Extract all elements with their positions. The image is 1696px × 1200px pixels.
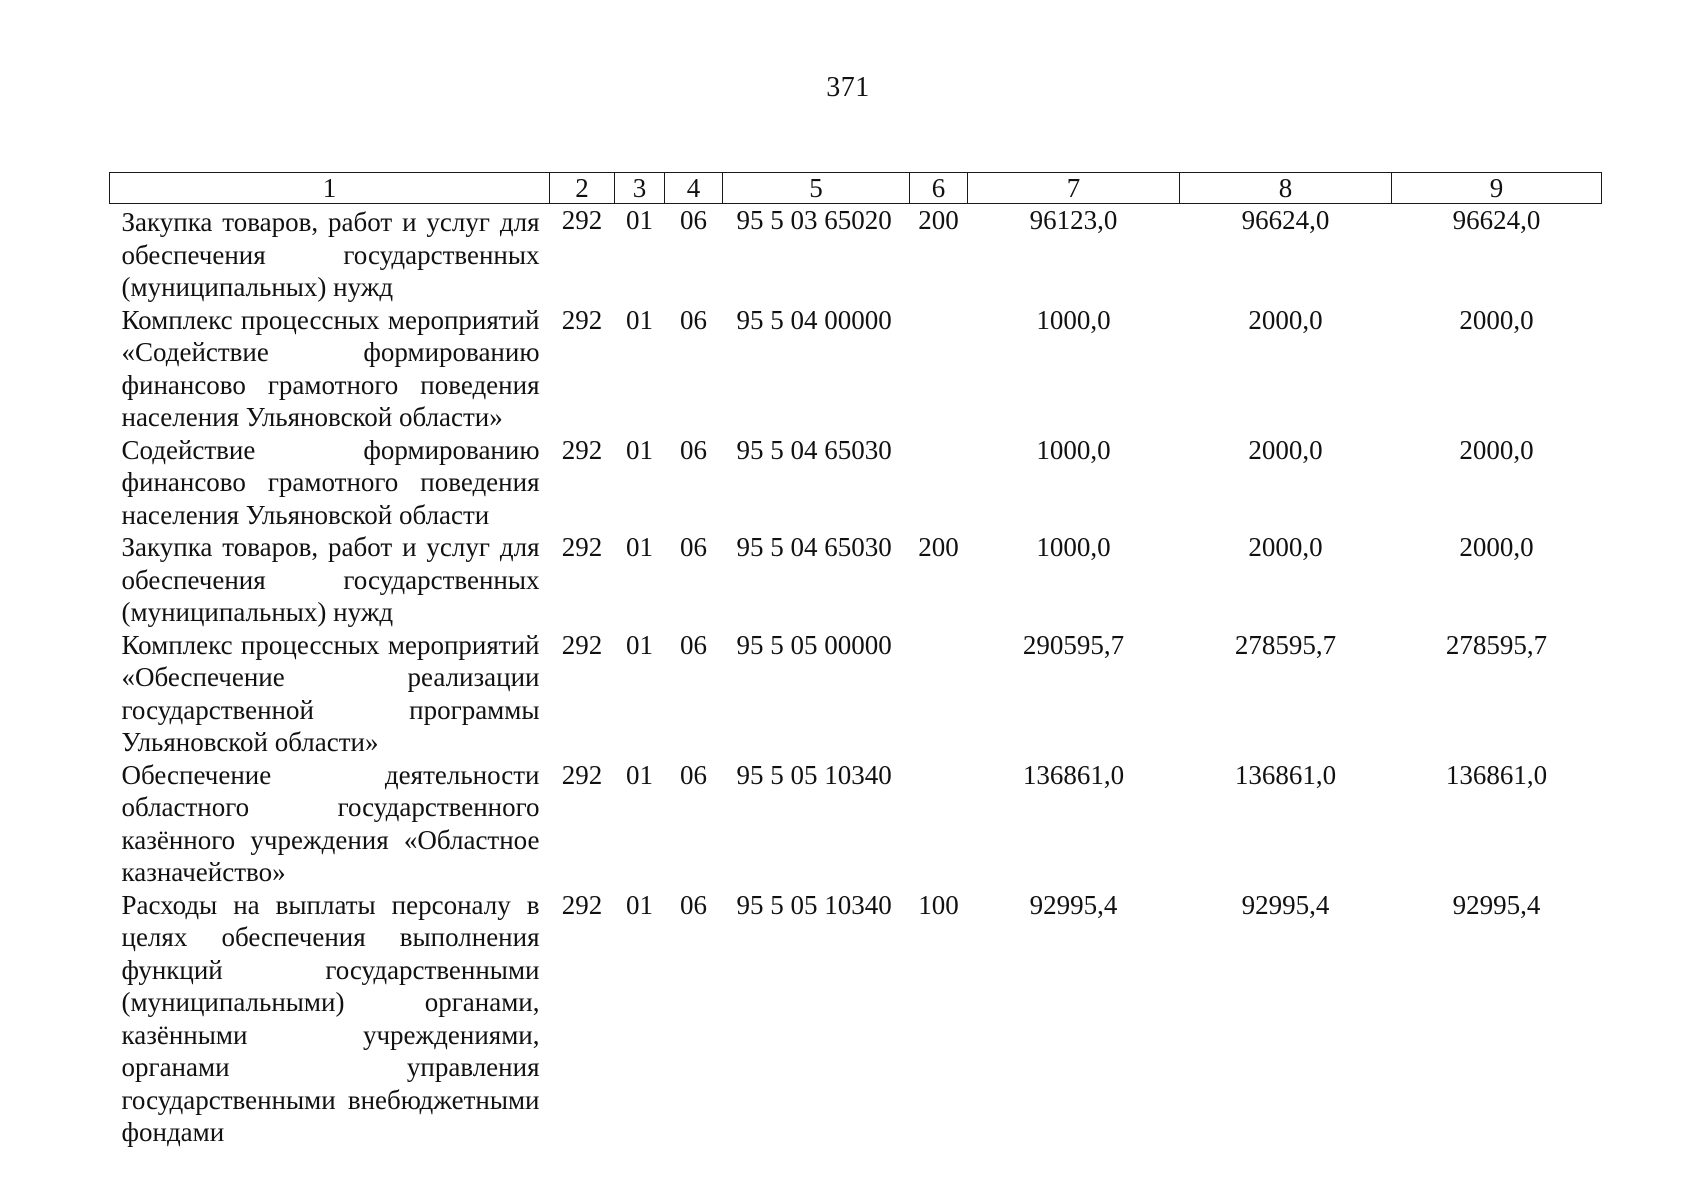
row-name: Обеспечение деятельности областного государственного казённого учреждения «Областное казначейство»	[121, 759, 540, 887]
row-glava: 292	[561, 759, 603, 790]
row-sum-2: 278595,7	[1234, 629, 1337, 660]
row-rz: 01	[626, 889, 653, 920]
header-cell-3: 3	[615, 173, 665, 204]
row-pr: 06	[680, 532, 707, 562]
row-sum-1: 136861,0	[1022, 759, 1125, 790]
row-sum-2: 2000,0	[1248, 532, 1323, 562]
row-name: Содействие формированию финансово грамотного поведения населения Ульяновской области	[121, 434, 540, 530]
table-body	[110, 204, 1602, 1149]
row-csr: 95 5 04 65030	[736, 532, 892, 562]
header-cell-1: 1	[110, 173, 550, 204]
row-vr	[910, 759, 968, 889]
row-vr: 200	[918, 205, 959, 235]
row-csr: 95 5 05 10340	[736, 759, 892, 790]
row-sum-3: 2000,0	[1459, 304, 1534, 335]
table-row	[110, 629, 1602, 759]
row-csr: 95 5 05 10340	[736, 889, 892, 920]
header-cell-4: 4	[665, 173, 723, 204]
row-sum-3: 136861,0	[1445, 759, 1548, 790]
row-sum-3: 278595,7	[1445, 629, 1548, 660]
row-csr: 95 5 03 65020	[736, 205, 892, 235]
table-row	[110, 889, 1602, 1149]
row-sum-2: 2000,0	[1248, 304, 1323, 335]
row-vr: 200	[918, 532, 959, 562]
row-sum-3: 96624,0	[1452, 205, 1541, 235]
row-glava: 292	[561, 434, 603, 465]
row-rz: 01	[626, 629, 653, 660]
row-name: Закупка товаров, работ и услуг для обеспечения государственных (муниципальных) нужд	[121, 532, 540, 627]
row-name: Расходы на выплаты персоналу в целях обеспечения выполнения функций государственными (муниципальными) органами, казёнными учреждениями, органами управления государственными внебюджетными фондами	[121, 889, 540, 1147]
row-csr: 95 5 04 00000	[736, 304, 892, 335]
header-cell-6: 6	[910, 173, 968, 204]
row-sum-1: 1000,0	[1036, 532, 1111, 562]
table-row	[110, 434, 1602, 532]
row-rz: 01	[626, 205, 653, 235]
row-glava: 292	[561, 629, 603, 660]
page-number: 371	[826, 72, 870, 103]
row-name: Комплекс процессных мероприятий «Содействие формированию финансово грамотного поведения населения Ульяновской области»	[121, 304, 540, 432]
row-sum-2: 136861,0	[1234, 759, 1337, 790]
table-row	[110, 204, 1602, 304]
row-sum-3: 2000,0	[1459, 532, 1534, 562]
header-cell-8: 8	[1180, 173, 1392, 204]
header-cell-5: 5	[723, 173, 910, 204]
row-pr: 06	[680, 889, 707, 920]
row-rz: 01	[626, 304, 653, 335]
row-sum-3: 92995,4	[1452, 889, 1541, 920]
row-sum-1: 290595,7	[1022, 629, 1125, 660]
table-row	[110, 759, 1602, 889]
row-sum-1: 96123,0	[1029, 205, 1118, 235]
row-glava: 292	[561, 532, 603, 562]
row-sum-1: 92995,4	[1029, 889, 1118, 920]
header-cell-9: 9	[1392, 173, 1602, 204]
row-vr: 100	[918, 889, 959, 920]
row-glava: 292	[561, 205, 603, 235]
header-row	[110, 173, 1602, 204]
header-cell-2: 2	[550, 173, 615, 204]
row-sum-2: 92995,4	[1241, 889, 1330, 920]
row-sum-3: 2000,0	[1459, 434, 1534, 465]
row-sum-2: 96624,0	[1241, 205, 1330, 235]
row-csr: 95 5 04 65030	[736, 434, 892, 465]
row-name: Комплекс процессных мероприятий «Обеспечение реализации государственной программы Ульяновской области»	[121, 629, 540, 757]
row-vr	[910, 434, 968, 532]
row-sum-1: 1000,0	[1036, 434, 1111, 465]
row-vr	[910, 629, 968, 759]
table-row	[110, 304, 1602, 434]
budget-table	[109, 172, 1602, 1149]
row-rz: 01	[626, 434, 653, 465]
header-cell-7: 7	[968, 173, 1180, 204]
table-header	[110, 173, 1602, 204]
row-pr: 06	[680, 205, 707, 235]
row-pr: 06	[680, 304, 707, 335]
row-csr: 95 5 05 00000	[736, 629, 892, 660]
row-sum-1: 1000,0	[1036, 304, 1111, 335]
row-pr: 06	[680, 629, 707, 660]
row-glava: 292	[561, 889, 603, 920]
row-pr: 06	[680, 434, 707, 465]
table-row	[110, 531, 1602, 629]
row-pr: 06	[680, 759, 707, 790]
row-sum-2: 2000,0	[1248, 434, 1323, 465]
row-rz: 01	[626, 759, 653, 790]
row-rz: 01	[626, 532, 653, 562]
row-name: Закупка товаров, работ и услуг для обеспечения государственных (муниципальных) нужд	[121, 207, 540, 302]
row-vr	[910, 304, 968, 434]
row-glava: 292	[561, 304, 603, 335]
